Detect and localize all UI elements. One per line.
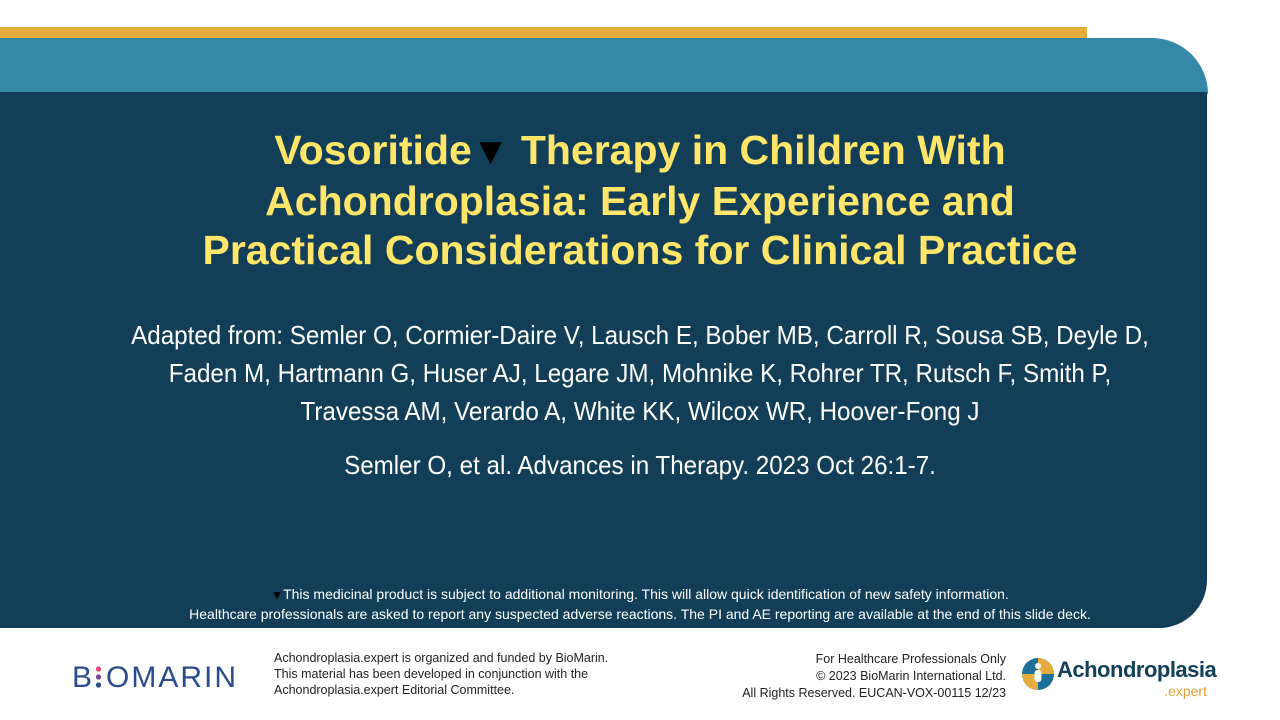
notice-line1: This medicinal product is subject to additional monitoring. This will allow quick identification of new safety information. (283, 586, 1009, 602)
title-line1-drug: Vosoritide (274, 127, 472, 173)
achondroplasia-logo-sub: .expert (1164, 683, 1207, 699)
black-triangle-icon: ▼ (471, 131, 510, 173)
header-band (0, 38, 1208, 94)
authors-line3: Travessa AM, Verardo A, White KK, Wilcox WR, Hoover-Fong J (300, 396, 980, 426)
biomarin-logo (72, 658, 250, 694)
title-line1-rest: Therapy in Children With (509, 127, 1006, 173)
rights-line2: © 2023 BioMarin International Ltd. (816, 669, 1006, 683)
slide-title (120, 126, 1160, 275)
monitoring-notice (40, 585, 1240, 624)
funding-line1: Achondroplasia.expert is organized and funded by BioMarin. (274, 651, 609, 665)
gold-accent-bar (0, 27, 1087, 38)
authors-line1: Adapted from: Semler O, Cormier-Daire V, Lausch E, Bober MB, Carroll R, Sousa SB, Deyle D, (131, 320, 1149, 350)
title-line3: Practical Considerations for Clinical Practice (202, 227, 1078, 273)
funding-line2: This material has been developed in conjunction with the (274, 667, 589, 681)
black-triangle-icon-small: ▼ (271, 588, 284, 602)
achondroplasia-emblem-icon (1021, 657, 1055, 691)
title-line2: Achondroplasia: Early Experience and (265, 178, 1015, 224)
svg-text:B: B (72, 661, 95, 694)
citation: Semler O, et al. Advances in Therapy. 2023 Oct 26:1-7. (344, 450, 936, 480)
rights-line3: All Rights Reserved. EUCAN-VOX-00115 12/23 (742, 686, 1006, 700)
rights-statement (660, 651, 1006, 702)
achondroplasia-logo-name: Achondroplasia (1057, 657, 1217, 682)
authors-line2: Faden M, Hartmann G, Huser AJ, Legare JM, Mohnike K, Rohrer TR, Rutsch F, Smith P, (168, 358, 1112, 388)
funding-line3: Achondroplasia.expert Editorial Committee. (274, 683, 515, 697)
achondroplasia-expert-logo (1021, 655, 1217, 705)
notice-line2: Healthcare professionals are asked to report any suspected adverse reactions. The PI and AE reporting are available at the end of this slide deck. (189, 606, 1091, 622)
svg-text:OMARIN: OMARIN (106, 661, 238, 694)
funding-statement (274, 650, 694, 698)
rights-line1: For Healthcare Professionals Only (815, 652, 1006, 666)
author-list (110, 316, 1170, 430)
biomarin-logo-graphic (72, 658, 250, 694)
